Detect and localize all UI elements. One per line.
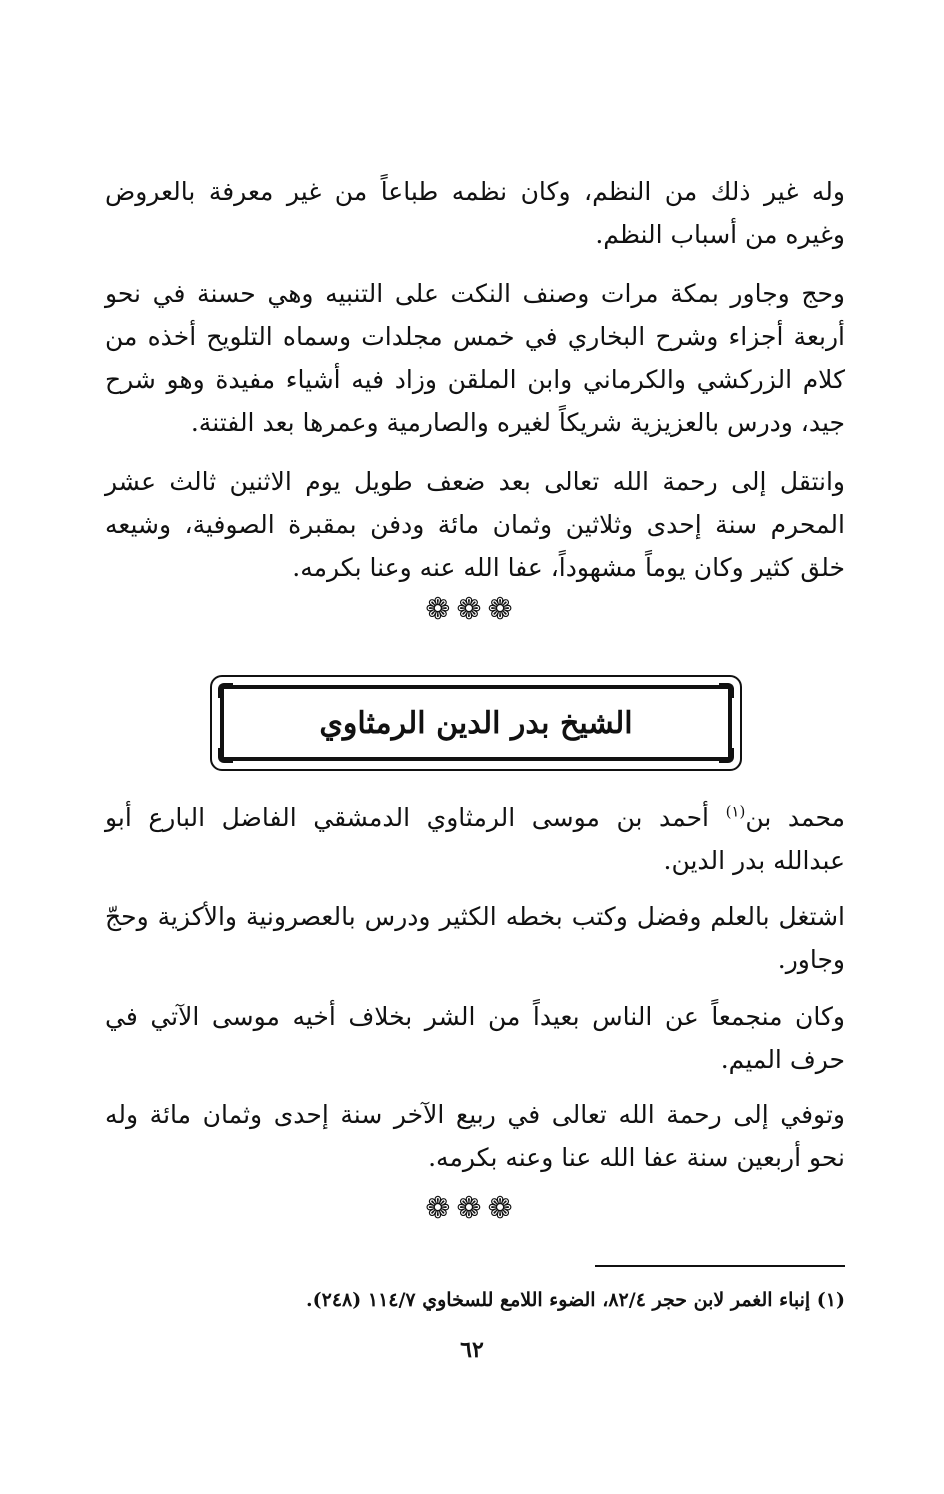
frame-corner-ornament [719, 683, 734, 698]
footnote: (١) إنباء الغمر لابن حجر ٨٢/٤، الضوء اللامع للسخاوي ١١٤/٧ (٢٤٨). [306, 1289, 845, 1311]
section-title: الشيخ بدر الدين الرمثاوي [319, 705, 633, 741]
paragraph-death-2: وتوفي إلى رحمة الله تعالى في ربيع الآخر سنة إحدى وثمان مائة وله نحو أربعين سنة عفا الله عنا وعنه بكرمه. [105, 1100, 845, 1172]
page-number: ٦٢ [460, 1337, 484, 1363]
frame-corner-ornament [218, 748, 233, 763]
paragraph-death: وانتقل إلى رحمة الله تعالى بعد ضعف طويل يوم الاثنين ثالث عشر المحرم سنة إحدى وثلاثين وثمان مائة ودفن بمقبرة الصوفية، وشيعه خلق كثير وكان يوماً مشهوداً، عفا الله عنه وعنا بكرمه. [105, 467, 845, 582]
separator-ornament: ❁❁❁ [425, 592, 519, 627]
frame-corner-ornament [719, 748, 734, 763]
bio-name-rest: أحمد بن موسى الرمثاوي الدمشقي الفاضل البارع أبو عبدالله بدر الدين. [105, 803, 845, 875]
paragraph-biography-name [105, 796, 845, 882]
paragraph-pilgrimage: وحج وجاور بمكة مرات وصنف النكت على التنبيه وهي حسنة في نحو أربعة أجزاء وشرح البخاري في خمس مجلدات وسماه التلويح أخذه من كلام الزركشي والكرماني وابن الملقن وزاد فيه أشياء مفيدة وهو شرح جيد، ودرس بالعزيزية شريكاً لغيره والصارمية وعمرها بعد الفتنة. [105, 279, 845, 437]
bio-name-start: محمد بن [745, 803, 846, 832]
paragraph-verse: وله غير ذلك من النظم، وكان نظمه طباعاً من غير معرفة بالعروض وغيره من أسباب النظم. [105, 177, 845, 249]
separator-ornament-bottom: ❁❁❁ [425, 1191, 519, 1226]
section-title-inner-frame [220, 685, 732, 761]
section-title-frame [210, 675, 742, 771]
footnote-reference: (١) [725, 802, 746, 821]
frame-corner-ornament [218, 683, 233, 698]
footnote-divider [595, 1265, 845, 1267]
paragraph-character: وكان منجمعاً عن الناس بعيداً من الشر بخلاف أخيه موسى الآتي في حرف الميم. [105, 1002, 845, 1074]
paragraph-study: اشتغل بالعلم وفضل وكتب بخطه الكثير ودرس بالعصرونية والأكزية وحجّ وجاور. [105, 902, 845, 974]
